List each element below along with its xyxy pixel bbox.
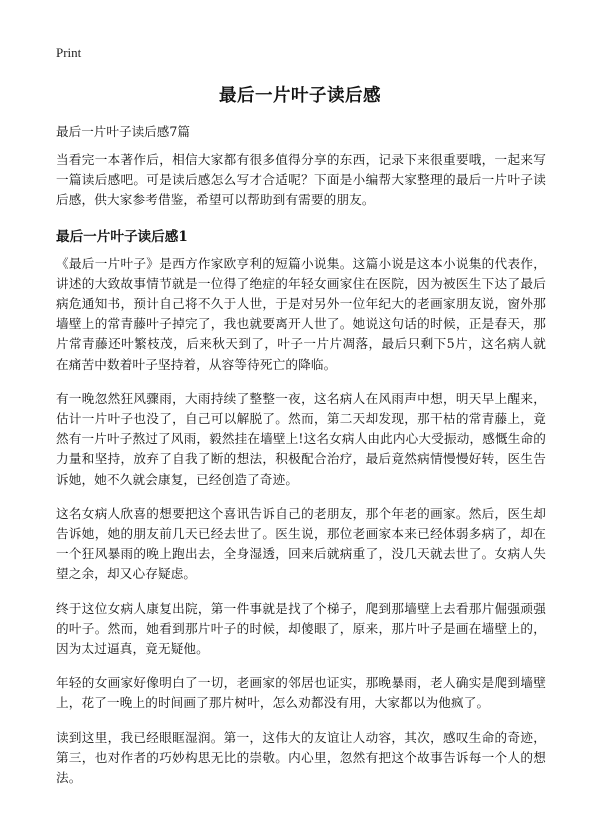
paragraph-5: 年轻的女画家好像明白了一切，老画家的邻居也证实，那晚暴雨，老人确实是爬到墙壁上，花了一晚上的时间画了那片树叶，怎么劝都没有用，大家都以为他疯了。	[56, 675, 546, 711]
paragraph-6: 读到这里，我已经眼眶湿润。第一，这伟大的友谊让人动容，其次，感叹生命的奇迹，第三，也对作者的巧妙构思无比的崇敬。内心里，忽然有把这个故事告诉每一个人的想法。	[56, 729, 546, 786]
print-link[interactable]: Print	[56, 45, 82, 60]
subtitle: 最后一片叶子读后感7篇	[56, 124, 190, 139]
article-body	[56, 150, 546, 802]
intro-paragraph: 当看完一本著作后，相信大家都有很多值得分享的东西，记录下来很重要哦，一起来写一篇读后感吧。可是读后感怎么写才合适呢？下面是小编帮大家整理的最后一片叶子读后感，供大家参考借鉴，希望可以帮助到有需要的朋友。	[56, 152, 546, 208]
paragraph-4: 终于这位女病人康复出院，第一件事就是找了个梯子，爬到那墙壁上去看那片倔强顽强的叶子。然而，她看到那片叶子的时候，却傻眼了，原来，那片叶子是画在墙壁上的，因为太过逼真，竟无疑他。	[56, 600, 546, 657]
page-title: 最后一片叶子读后感	[219, 86, 381, 106]
section-heading: 最后一片叶子读后感1	[56, 228, 188, 245]
paragraph-1: 《最后一片叶子》是西方作家欧亨利的短篇小说集。这篇小说是这本小说集的代表作，讲述的大致故事情节就是一位得了绝症的年轻女画家住在医院，因为被医生下达了最后病危通知书，预计自己将不久于人世，于是对另外一位年纪大的老画家朋友说，窗外那墙壁上的常青藤叶子掉完了，我也就要离开人世了。她说这句话的时候，正是春天，那片常青藤还叶繁枝茂，后来秋天到了，叶子一片片凋落，最后只剩下5片，这名病人就在痛苦中数着叶子坚持着，从容等待死亡的降临。	[56, 255, 546, 372]
paragraph-2: 有一晚忽然狂风骤雨，大雨持续了整整一夜，这名病人在风雨声中想，明天早上醒来，估计一片叶子也没了，自己可以解脱了。然而，第二天却发现，那干枯的常青藤上，竟然有一片叶子熬过了风雨，毅然挂在墙壁上!这名女病人由此内心大受振动，感慨生命的力量和坚持，放弃了自我了断的想法，积极配合治疗，最后竟然病情慢慢好转，医生告诉她，她不久就会康复，已经创造了奇迹。	[56, 390, 546, 487]
paragraph-3: 这名女病人欣喜的想要把这个喜讯告诉自己的老朋友，那个年老的画家。然后，医生却告诉她，她的朋友前几天已经去世了。医生说，那位老画家本来已经体弱多病了，却在一个狂风暴雨的晚上跑出去，全身湿透，回来后就病重了，没几天就去世了。女病人失望之余，却又心存疑虑。	[56, 505, 546, 582]
